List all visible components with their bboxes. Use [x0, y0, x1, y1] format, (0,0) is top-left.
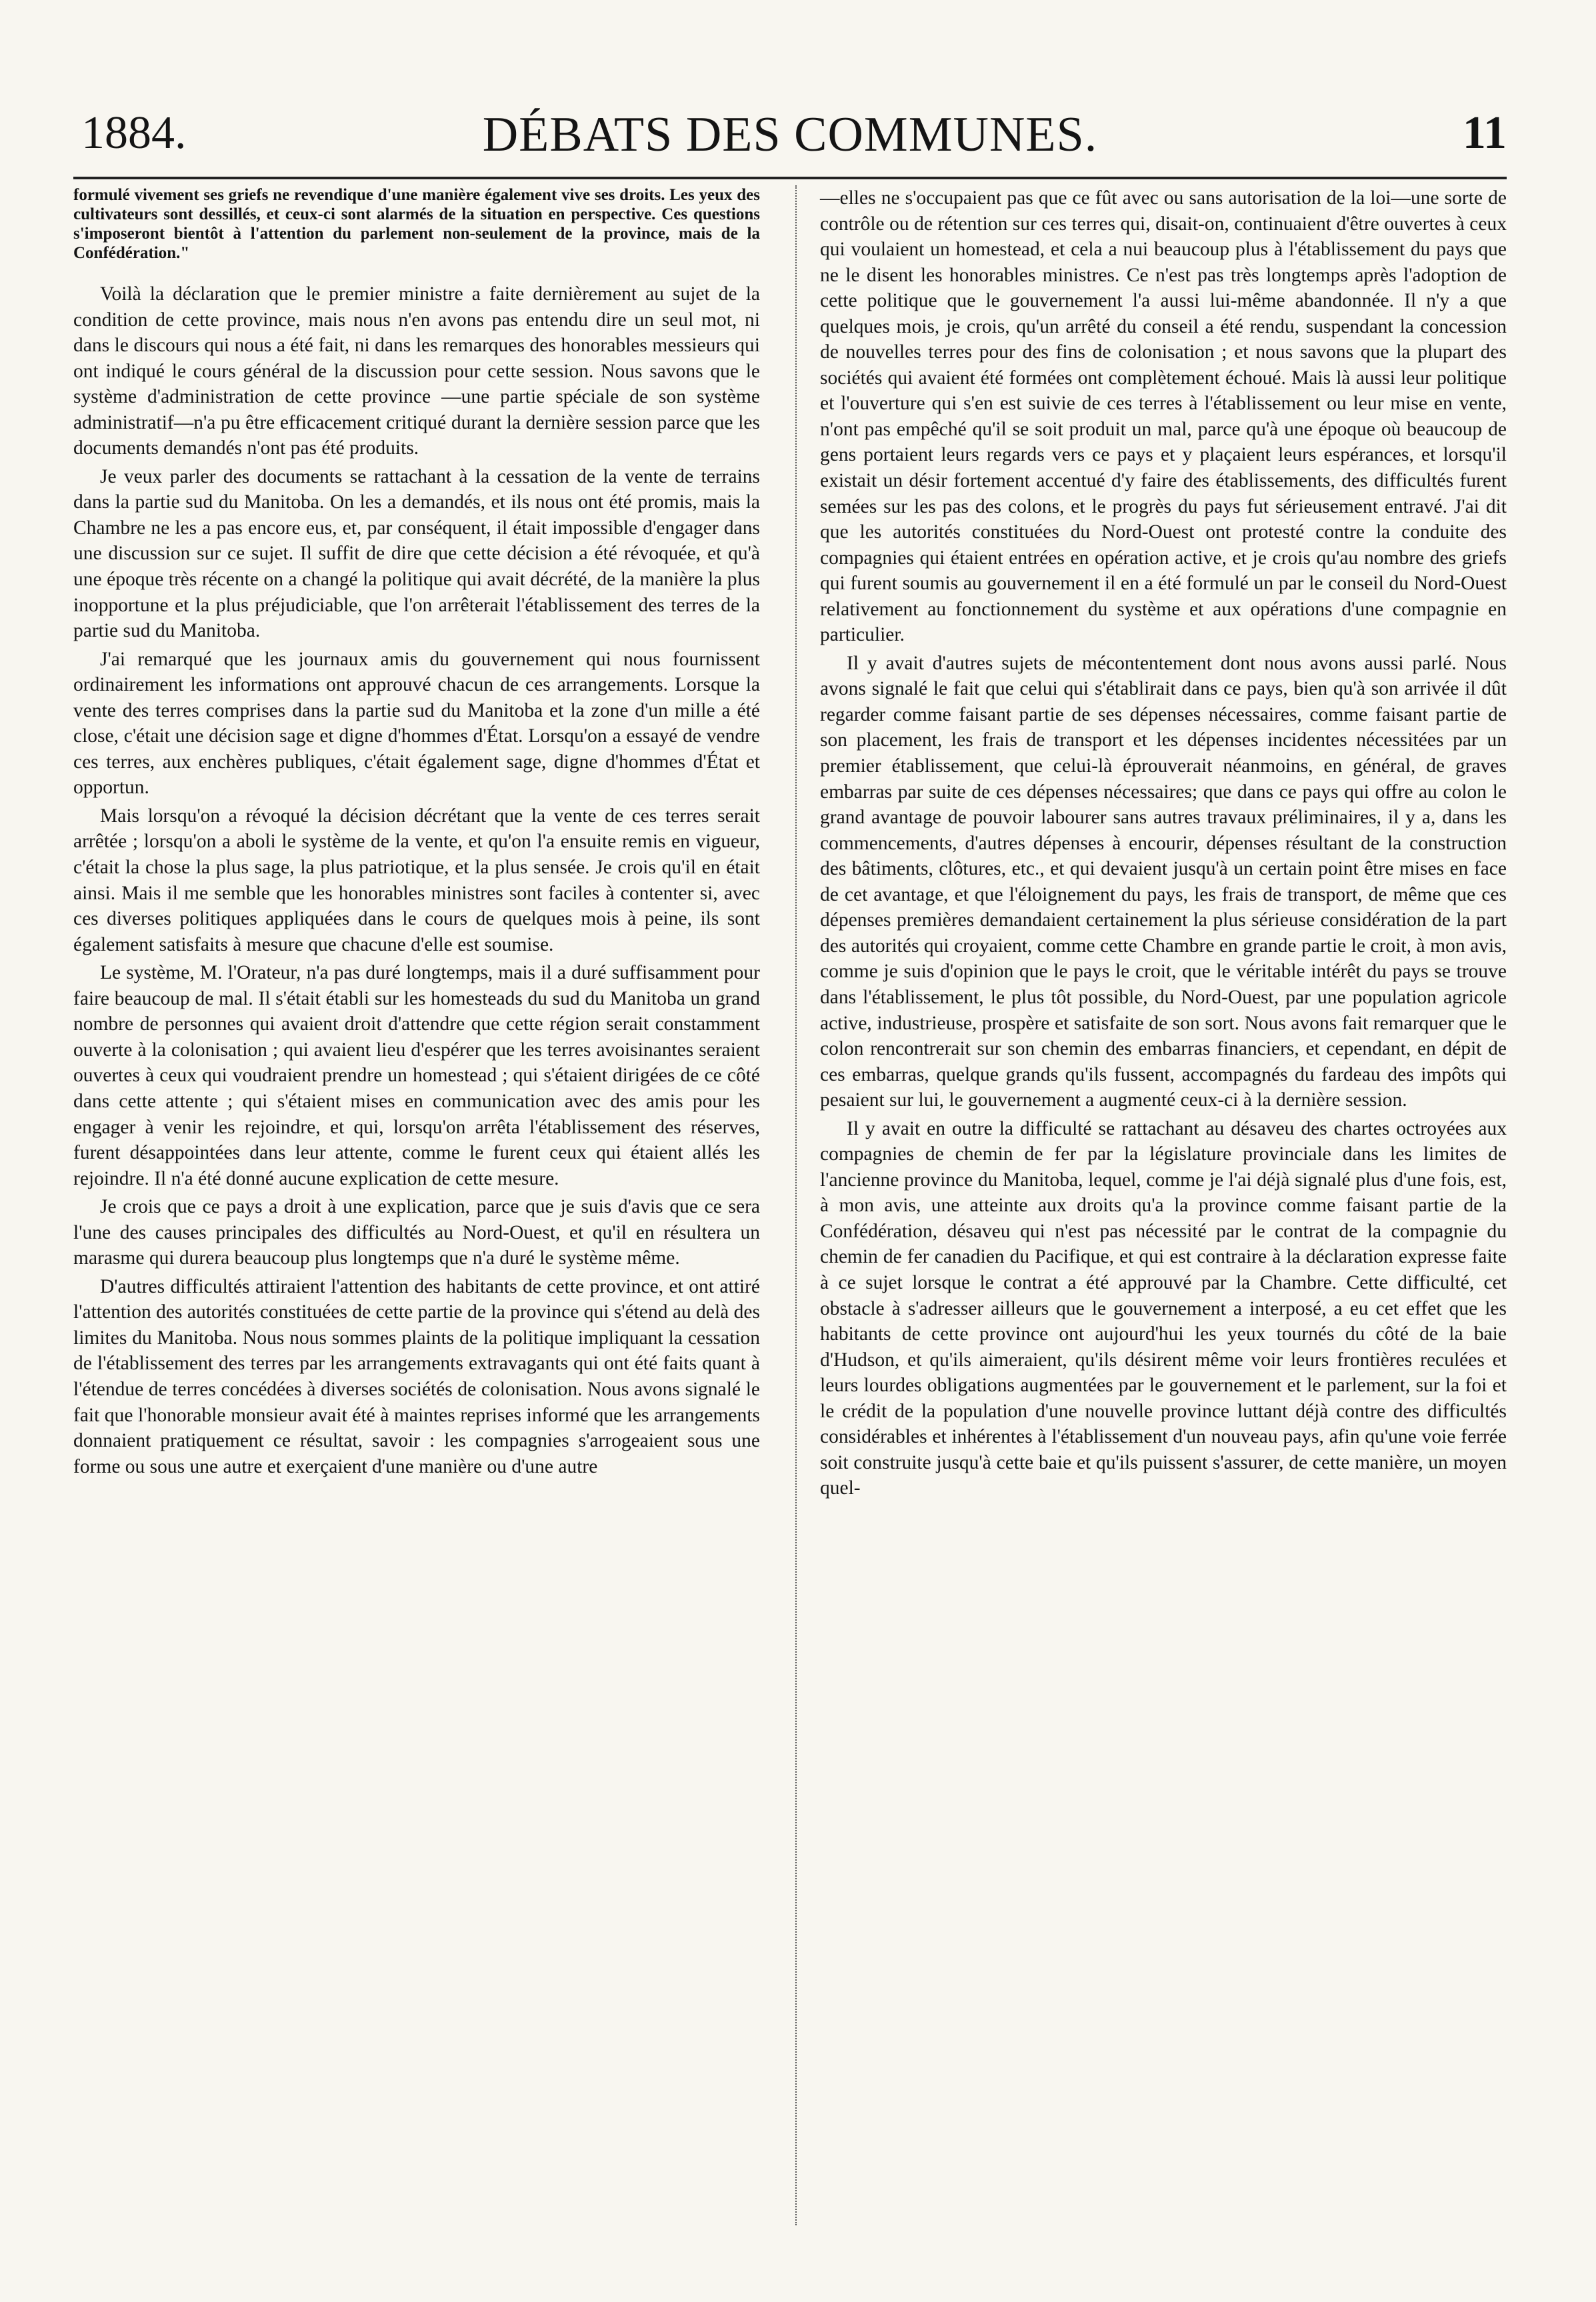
header-year: 1884.: [81, 107, 187, 159]
page-number: 11: [1462, 107, 1507, 159]
paragraph: Voilà la déclaration que le premier ministre a faite dernièrement au sujet de la condition de cette province, mais nous n'en avons pas entendu dire un seul mot, ni dans le discours qui nous a été fait, ni dans les remarques des honorables messieurs qui ont indiqué le cours général de la discussion pour cette session. Nous savons que le système d'administration de cette province —une partie spéciale de son système administratif—n'a pu être efficacement critiqué durant la dernière session parce que les documents demandés n'ont pas été produits.: [73, 283, 760, 459]
paragraph: Il y avait en outre la difficulté se rattachant au désaveu des chartes octroyées aux compagnies de chemin de fer par la législature provinciale dans les limites de l'ancienne province du Manitoba, lequel, comme je l'ai déjà signalé plus d'une fois, est, à mon avis, une atteinte aux droits qu'a la province comme faisant partie de la Confédération, désaveu qui n'est pas nécessité par le contrat de la compagnie du chemin de fer canadien du Pacifique, et qui est contraire à la déclaration expresse faite à ce sujet lorsque le contrat a été approuvé par la Chambre. Cette difficulté, cet obstacle à s'adresser ailleurs que le gouvernement a interposé, a eu cet effet que les habitants de cette province ont aujourd'hui les yeux tournés du côté de la baie d'Hudson, et qu'ils aimeraient, qu'ils désirent même voir leurs frontières reculées et leurs lourdes obligations augmentées par le gouvernement et le parlement, sur la foi et le crédit de la population d'une nouvelle province luttant déjà contre des difficultés considérables et inhérentes à l'établissement d'un nouveau pays, afin qu'une voie ferrée soit construite jusqu'à cette baie et qu'ils puissent s'assurer, de cette manière, un moyen quel-: [820, 1117, 1507, 1499]
page-header: [73, 100, 1507, 173]
paragraph-continued: —elles ne s'occupaient pas que ce fût avec ou sans autorisation de la loi—une sorte de contrôle ou de rétention sur ces terres qui, disait-on, continuaient d'être ouvertes à ceux qui voulaient un homestead, et cela a nui beaucoup plus à l'établissement du pays que ne le disent les honorables ministres. Ce n'est pas très longtemps après l'adoption de cette politique que le gouvernement l'a aussi lui-même abandonnée. Il n'y a que quelques mois, je crois, qu'un arrêté du conseil a été rendu, suspendant la concession de nouvelles terres pour des fins de colonisation ; et nous savons que la plupart des sociétés qui avaient été formées ont complètement échoué. Mais là aussi leur politique et l'ouverture qui s'en est suivie de ces terres à l'établissement ou leur mise en vente, n'ont pas empêché qu'il se soit produit un mal, parce qu'à une époque où beaucoup de gens portaient leurs regards vers ce pays et y plaçaient leurs espérances, et lorsqu'il existait un désir fortement accentué d'y faire des établissements, des difficultés furent semées sur les pas des colons, et le progrès du pays fut sérieusement entravé. J'ai dit que les autorités constituées du Nord-Ouest ont protesté contre la conduite des compagnies qui étaient entrées en opération active, et je crois qu'au nombre des griefs qui furent soumis au gouvernement il en a été formulé un par le conseil du Nord-Ouest relativement au fonctionnement du système et aux opérations d'une compagnie en particulier.: [820, 187, 1507, 646]
left-column: [73, 185, 760, 1482]
paragraph: Il y avait d'autres sujets de mécontentement dont nous avons aussi parlé. Nous avons signalé le fait que celui qui s'établirait dans ce pays, bien qu'à son arrivée il dût regarder comme faisant partie de ses dépenses nécessaires, comme faisant partie de son placement, les frais de transport et les dépenses incidentes nécessitées par un premier établissement, que celui-là éprouverait néanmoins, en général, de graves embarras par suite de ces dépenses nécessaires; que dans ce pays qui offre au colon le grand avantage de pouvoir labourer sans autres travaux préliminaires, il y a, dans les commencements, d'autres dépenses à encourir, dépenses résultant de la construction des bâtiments, clôtures, etc., et qui devaient jusqu'à un certain point être mises en face de cet avantage, et que l'éloignement du pays, les frais de transport, de même que ces dépenses premières demandaient certainement la plus sérieuse considération de la part des autorités qui croyaient, comme cette Chambre en grande partie le croit, à mon avis, comme je suis d'opinion que le pays le croit, que le véritable intérêt du pays se trouve dans l'établissement, le plus tôt possible, du Nord-Ouest, par une population agricole active, industrieuse, prospère et satisfaite de son sort. Nous avons fait remarquer que le colon rencontrerait sur son chemin des embarras financiers, et cependant, en dépit de ces embarras, quelque grands qu'ils fussent, accompagnés du fardeau des impôts qui pesaient sur lui, le gouvernement a augmenté ceux-ci à la dernière session.: [820, 652, 1507, 1111]
paragraph: J'ai remarqué que les journaux amis du gouvernement qui nous fournissent ordinairement les informations ont approuvé chacun de ces arrangements. Lorsque la vente des terres comprises dans la partie sud du Manitoba et la zone d'un mille a été close, c'était une décision sage et digne d'hommes d'État. Lorsqu'on a essayé de vendre ces terres, aux enchères publiques, c'était également sage, digne d'hommes d'État et opportun.: [73, 648, 760, 799]
paragraph: Le système, M. l'Orateur, n'a pas duré longtemps, mais il a duré suffisamment pour faire beaucoup de mal. Il s'était établi sur les homesteads du sud du Manitoba un grand nombre de personnes qui avaient droit d'attendre que cette région serait constamment ouverte à la colonisation ; qui avaient lieu d'espérer que les terres avoisinantes seraient ouvertes à ceux qui voudraient prendre un homestead ; qui s'étaient dirigées de ce côté dans cette attente ; qui s'étaient mises en communication avec des amis pour les engager à venir les rejoindre, et qui, lorsqu'on arrêta l'établissement des réserves, furent désappointées dans leur attente, comme le furent ceux qui étaient allés les rejoindre. Il n'a été donné aucune explication de cette mesure.: [73, 962, 760, 1189]
newspaper-page: [73, 100, 1507, 2233]
column-separator: [795, 185, 797, 2225]
paragraph: D'autres difficultés attiraient l'attention des habitants de cette province, et ont attiré l'attention des autorités constituées de cette partie de la province qui s'étend au delà des limites du Manitoba. Nous nous sommes plaints de la politique impliquant la cessation de l'établissement des terres par les arrangements extravagants qui ont été faits quant à l'étendue de terres concédées à diverses sociétés de colonisation. Nous avons signalé le fait que l'honorable monsieur avait été à maintes reprises informé que les arrangements donnaient pratiquement ce résultat, savoir : les compagnies s'arrogeaient sous une forme ou sous une autre et exerçaient d'une manière ou d'une autre: [73, 1275, 760, 1477]
quoted-passage: formulé vivement ses griefs ne revendique d'une manière également vive ses droits. Les yeux des cultivateurs sont dessillés, et ceux-ci sont alarmés de la situation en perspective. Ces questions s'imposeront bientôt à l'attention du parlement non-seulement de la province, mais de la Confédération.": [73, 186, 760, 262]
paragraph: Je crois que ce pays a droit à une explication, parce que je suis d'avis que ce sera l'une des causes principales des difficultés au Nord-Ouest, et qu'il en résultera un marasme qui durera beaucoup plus longtemps que n'a duré le système même.: [73, 1196, 760, 1269]
header-rule: [73, 177, 1507, 179]
page-title: DÉBATS DES COMMUNES.: [482, 107, 1098, 162]
right-column: [820, 185, 1507, 1504]
paragraph: Mais lorsqu'on a révoqué la décision décrétant que la vente de ces terres serait arrêtée ; lorsqu'on a aboli le système de la vente, et qu'on l'a ensuite remis en vigueur, c'était la chose la plus sage, la plus patriotique, et la plus sensée. Je crois qu'il en était ainsi. Mais il me semble que les honorables ministres sont faciles à contenter si, avec ces diverses politiques appliquées dans le cours de quelques mois à peine, ils sont également satisfaits à mesure que chacune d'elle est soumise.: [73, 805, 760, 955]
paragraph: Je veux parler des documents se rattachant à la cessation de la vente de terrains dans la partie sud du Manitoba. On les a demandés, et ils nous ont été promis, mais la Chambre ne les a pas encore eus, et, par conséquent, il était impossible d'engager dans une discussion sur ce sujet. Il suffit de dire que cette décision a été révoquée, et qu'à une époque très récente on a changé la politique qui avait décrété, de la manière la plus inopportune et la plus préjudiciable, que l'on arrêterait l'établissement des terres de la partie sud du Manitoba.: [73, 465, 760, 642]
